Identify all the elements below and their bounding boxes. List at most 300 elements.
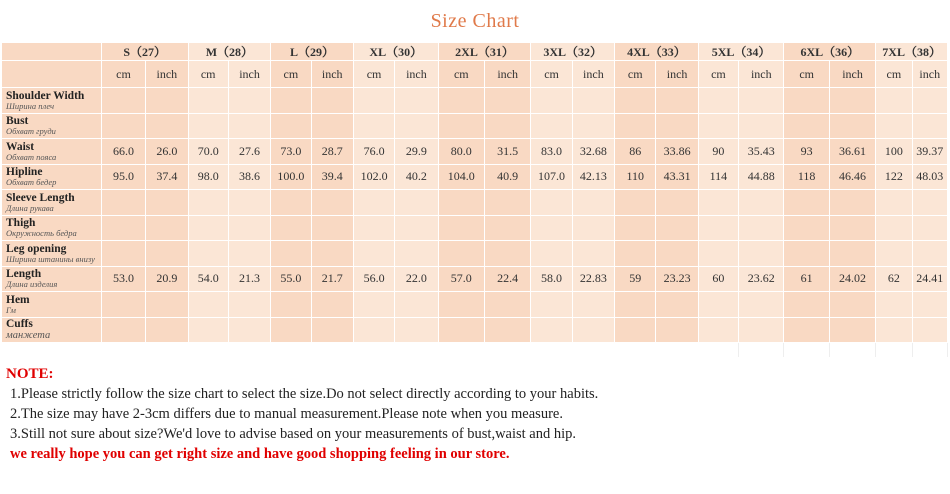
table-cell [146, 215, 188, 241]
table-tail-row [2, 343, 948, 358]
table-cell [531, 317, 572, 343]
table-cell: 83.0 [531, 139, 572, 165]
table-cell: 37.4 [146, 164, 188, 190]
tail-cell [829, 343, 875, 358]
table-cell: 61 [784, 266, 829, 292]
table-cell: 31.5 [484, 139, 530, 165]
row-label [2, 317, 102, 343]
table-cell [311, 241, 353, 267]
table-cell [271, 292, 311, 318]
size-header-cell: L（29） [271, 43, 354, 61]
table-cell: 20.9 [146, 266, 188, 292]
table-cell: 21.7 [311, 266, 353, 292]
table-cell [353, 317, 394, 343]
table-cell [101, 215, 145, 241]
table-cell [572, 317, 614, 343]
unit-cm-cell: cm [784, 61, 829, 88]
table-cell: 73.0 [271, 139, 311, 165]
table-cell [146, 241, 188, 267]
table-cell [912, 88, 947, 114]
table-cell: 76.0 [353, 139, 394, 165]
table-cell [829, 241, 875, 267]
table-cell [271, 241, 311, 267]
note-line-3: 3.Still not sure about size?We'd love to advise based on your measurements of bust,waist and hip. [10, 426, 577, 442]
table-cell [484, 292, 530, 318]
table-cell: 22.83 [572, 266, 614, 292]
table-cell: 24.41 [912, 266, 947, 292]
table-cell [438, 317, 484, 343]
row-label-en: Sleeve Length [6, 191, 75, 204]
unit-cm-cell: cm [615, 61, 656, 88]
table-cell [228, 113, 270, 139]
row-label-en: Hipline [6, 166, 43, 179]
table-cell [912, 215, 947, 241]
table-cell [615, 113, 656, 139]
table-cell [101, 241, 145, 267]
table-cell [531, 113, 572, 139]
row-label-ru: Ширина штанины внизу [6, 253, 95, 264]
table-cell [228, 88, 270, 114]
table-cell [395, 113, 438, 139]
table-cell: 27.6 [228, 139, 270, 165]
table-row [2, 190, 948, 216]
row-label-ru: Обхват груди [6, 126, 56, 137]
table-cell [311, 113, 353, 139]
tail-cell [739, 343, 784, 358]
table-cell [188, 292, 228, 318]
table-cell [784, 88, 829, 114]
row-label-en: Waist [6, 140, 35, 153]
table-cell [531, 190, 572, 216]
table-cell: 33.86 [656, 139, 698, 165]
table-cell: 29.9 [395, 139, 438, 165]
table-cell [739, 88, 784, 114]
table-cell [572, 113, 614, 139]
note-line-2: 2.The size may have 2-3cm differs due to manual measurement.Please note when you measure. [10, 406, 563, 422]
unit-inch-cell: inch [912, 61, 947, 88]
tail-cell [912, 343, 947, 358]
table-cell [531, 292, 572, 318]
table-cell [353, 190, 394, 216]
row-label [2, 215, 102, 241]
table-row [2, 317, 948, 343]
table-cell: 60 [698, 266, 738, 292]
table-cell [784, 292, 829, 318]
table-cell [438, 113, 484, 139]
table-cell [912, 190, 947, 216]
row-label-ru: Обхват пояса [6, 151, 57, 162]
tail-cell [188, 343, 228, 358]
tail-cell [876, 343, 912, 358]
row-label-en: Hem [6, 293, 30, 306]
table-cell [188, 317, 228, 343]
table-cell: 26.0 [146, 139, 188, 165]
table-cell: 62 [876, 266, 912, 292]
unit-inch-cell: inch [656, 61, 698, 88]
table-cell [438, 88, 484, 114]
table-row [2, 292, 948, 318]
table-cell [146, 292, 188, 318]
table-cell [829, 292, 875, 318]
table-cell: 44.88 [739, 164, 784, 190]
table-cell: 24.02 [829, 266, 875, 292]
table-cell [784, 215, 829, 241]
table-cell [353, 113, 394, 139]
table-cell [353, 241, 394, 267]
tail-cell [438, 343, 484, 358]
table-cell [395, 88, 438, 114]
size-header-cell: M（28） [188, 43, 271, 61]
table-cell: 35.43 [739, 139, 784, 165]
table-cell [739, 241, 784, 267]
table-cell: 70.0 [188, 139, 228, 165]
table-cell: 98.0 [188, 164, 228, 190]
table-cell [656, 317, 698, 343]
table-cell [572, 215, 614, 241]
size-header-cell: 5XL（34） [698, 43, 784, 61]
notes-heading: NOTE: [6, 366, 54, 382]
tail-cell [615, 343, 656, 358]
unit-corner-cell [2, 61, 102, 88]
table-cell: 36.61 [829, 139, 875, 165]
table-cell [101, 317, 145, 343]
table-cell [311, 292, 353, 318]
tail-cell [2, 343, 102, 358]
row-label-en: Length [6, 268, 42, 281]
table-cell [739, 113, 784, 139]
table-cell [146, 113, 188, 139]
tail-cell [353, 343, 394, 358]
table-cell: 54.0 [188, 266, 228, 292]
table-cell [101, 113, 145, 139]
row-label-ru: манжета [6, 330, 51, 342]
table-cell [188, 113, 228, 139]
table-cell [188, 215, 228, 241]
table-cell [739, 292, 784, 318]
table-cell [656, 88, 698, 114]
table-cell [572, 292, 614, 318]
tail-cell [531, 343, 572, 358]
table-cell: 21.3 [228, 266, 270, 292]
row-label-ru: Ширина плеч [6, 100, 55, 111]
table-cell [615, 215, 656, 241]
tail-cell [572, 343, 614, 358]
tail-cell [271, 343, 311, 358]
size-header-cell: 7XL（38） [876, 43, 948, 61]
table-row [2, 113, 948, 139]
table-cell [698, 215, 738, 241]
size-header-cell: S（27） [101, 43, 188, 61]
table-cell: 28.7 [311, 139, 353, 165]
table-cell: 32.68 [572, 139, 614, 165]
row-label [2, 266, 102, 292]
table-cell: 46.46 [829, 164, 875, 190]
table-cell: 59 [615, 266, 656, 292]
table-cell [311, 215, 353, 241]
table-cell [531, 241, 572, 267]
table-cell [876, 113, 912, 139]
table-cell [912, 241, 947, 267]
table-cell [739, 215, 784, 241]
table-cell: 56.0 [353, 266, 394, 292]
table-row [2, 266, 948, 292]
table-cell [146, 317, 188, 343]
table-cell [484, 317, 530, 343]
table-cell [829, 190, 875, 216]
table-cell: 118 [784, 164, 829, 190]
table-cell [531, 88, 572, 114]
table-cell [876, 190, 912, 216]
tail-cell [698, 343, 738, 358]
table-cell [698, 88, 738, 114]
table-row [2, 139, 948, 165]
table-cell [353, 292, 394, 318]
table-cell [188, 88, 228, 114]
tail-cell [656, 343, 698, 358]
tail-cell [228, 343, 270, 358]
size-header-cell: 3XL（32） [531, 43, 615, 61]
table-cell [228, 190, 270, 216]
table-cell [438, 241, 484, 267]
table-cell [311, 88, 353, 114]
table-cell [146, 88, 188, 114]
unit-cm-cell: cm [101, 61, 145, 88]
table-cell: 42.13 [572, 164, 614, 190]
table-cell [271, 317, 311, 343]
table-cell: 104.0 [438, 164, 484, 190]
table-cell [484, 241, 530, 267]
row-label-ru: Длина рукава [6, 202, 54, 213]
table-cell [484, 113, 530, 139]
table-cell [912, 113, 947, 139]
table-cell: 66.0 [101, 139, 145, 165]
unit-cm-cell: cm [271, 61, 311, 88]
table-cell [912, 317, 947, 343]
table-cell [572, 190, 614, 216]
row-label [2, 164, 102, 190]
table-cell: 39.4 [311, 164, 353, 190]
unit-inch-cell: inch [572, 61, 614, 88]
unit-cm-cell: cm [438, 61, 484, 88]
table-cell [784, 190, 829, 216]
table-cell [395, 215, 438, 241]
table-cell: 95.0 [101, 164, 145, 190]
table-cell: 23.23 [656, 266, 698, 292]
row-label-en: Cuffs [6, 318, 33, 331]
size-header-cell: 6XL（36） [784, 43, 876, 61]
table-cell: 122 [876, 164, 912, 190]
table-cell [484, 215, 530, 241]
table-cell: 53.0 [101, 266, 145, 292]
table-cell [615, 241, 656, 267]
row-label-ru: Гм [6, 304, 16, 315]
table-cell [228, 241, 270, 267]
row-label-ru: Длина изделия [6, 279, 58, 290]
table-cell [188, 190, 228, 216]
table-cell [615, 317, 656, 343]
table-cell: 22.0 [395, 266, 438, 292]
table-row [2, 164, 948, 190]
table-cell: 114 [698, 164, 738, 190]
table-cell [271, 215, 311, 241]
unit-inch-cell: inch [829, 61, 875, 88]
unit-inch-cell: inch [146, 61, 188, 88]
table-cell [101, 88, 145, 114]
table-cell: 86 [615, 139, 656, 165]
table-cell [531, 215, 572, 241]
unit-inch-cell: inch [311, 61, 353, 88]
table-cell [395, 190, 438, 216]
table-cell [311, 317, 353, 343]
table-cell [876, 292, 912, 318]
table-cell [438, 215, 484, 241]
unit-inch-cell: inch [739, 61, 784, 88]
table-row [2, 88, 948, 114]
table-cell [784, 317, 829, 343]
table-cell [739, 190, 784, 216]
table-cell: 23.62 [739, 266, 784, 292]
tail-cell [784, 343, 829, 358]
size-header-cell: 2XL（31） [438, 43, 531, 61]
unit-inch-cell: inch [395, 61, 438, 88]
unit-cm-cell: cm [188, 61, 228, 88]
table-cell [876, 88, 912, 114]
table-cell [228, 215, 270, 241]
tail-cell [146, 343, 188, 358]
table-cell [829, 88, 875, 114]
table-cell [438, 292, 484, 318]
table-cell: 110 [615, 164, 656, 190]
table-cell [698, 292, 738, 318]
tail-cell [395, 343, 438, 358]
table-cell [572, 88, 614, 114]
row-label-en: Bust [6, 115, 29, 128]
table-cell [395, 317, 438, 343]
table-cell [271, 88, 311, 114]
header-corner-cell [2, 43, 102, 61]
table-cell: 58.0 [531, 266, 572, 292]
table-cell [698, 241, 738, 267]
table-cell: 90 [698, 139, 738, 165]
row-label [2, 292, 102, 318]
table-row [2, 241, 948, 267]
table-cell [656, 292, 698, 318]
table-cell: 93 [784, 139, 829, 165]
table-cell [698, 113, 738, 139]
table-cell [656, 113, 698, 139]
size-chart-table [1, 42, 948, 358]
row-label [2, 241, 102, 267]
table-cell [572, 241, 614, 267]
table-cell [698, 190, 738, 216]
row-label [2, 139, 102, 165]
table-cell [656, 215, 698, 241]
unit-row [2, 61, 948, 88]
table-cell: 57.0 [438, 266, 484, 292]
table-cell [876, 241, 912, 267]
table-cell [353, 215, 394, 241]
table-cell [784, 241, 829, 267]
table-cell [484, 88, 530, 114]
table-cell [311, 190, 353, 216]
unit-cm-cell: cm [876, 61, 912, 88]
tail-cell [101, 343, 145, 358]
table-cell [146, 190, 188, 216]
row-label-ru: Окружность бедра [6, 228, 77, 239]
row-label [2, 88, 102, 114]
table-cell [395, 241, 438, 267]
row-label-ru: Обхват бедер [6, 177, 57, 188]
table-cell [615, 292, 656, 318]
unit-cm-cell: cm [531, 61, 572, 88]
size-header-cell: XL（30） [353, 43, 438, 61]
table-cell: 100 [876, 139, 912, 165]
table-cell: 55.0 [271, 266, 311, 292]
table-cell: 102.0 [353, 164, 394, 190]
note-line-1: 1.Please strictly follow the size chart to select the size.Do not select directly according to your habits. [10, 386, 599, 402]
table-cell [698, 317, 738, 343]
table-cell [615, 88, 656, 114]
tail-cell [484, 343, 530, 358]
unit-cm-cell: cm [353, 61, 394, 88]
table-cell [739, 317, 784, 343]
table-cell [353, 88, 394, 114]
row-label-en: Thigh [6, 217, 36, 230]
table-cell [101, 190, 145, 216]
row-label [2, 190, 102, 216]
table-cell [829, 317, 875, 343]
table-cell [829, 113, 875, 139]
tail-cell [311, 343, 353, 358]
table-cell: 48.03 [912, 164, 947, 190]
table-cell [829, 215, 875, 241]
table-cell [271, 113, 311, 139]
table-cell: 100.0 [271, 164, 311, 190]
table-cell: 40.9 [484, 164, 530, 190]
table-cell: 39.37 [912, 139, 947, 165]
table-cell [484, 190, 530, 216]
table-cell [228, 317, 270, 343]
table-cell [615, 190, 656, 216]
notes-section [6, 366, 936, 463]
table-cell: 22.4 [484, 266, 530, 292]
table-row [2, 215, 948, 241]
unit-inch-cell: inch [484, 61, 530, 88]
table-cell: 107.0 [531, 164, 572, 190]
table-cell: 38.6 [228, 164, 270, 190]
table-cell [912, 292, 947, 318]
row-label-en: Leg opening [6, 242, 67, 255]
row-label-en: Shoulder Width [6, 89, 85, 102]
table-cell [271, 190, 311, 216]
table-cell: 43.31 [656, 164, 698, 190]
table-cell [876, 317, 912, 343]
unit-cm-cell: cm [698, 61, 738, 88]
table-cell [876, 215, 912, 241]
table-cell [101, 292, 145, 318]
chart-title: Size Chart [430, 10, 520, 32]
table-cell [228, 292, 270, 318]
table-cell [438, 190, 484, 216]
table-cell: 40.2 [395, 164, 438, 190]
closing-message: we really hope you can get right size and have good shopping feeling in our store. [10, 446, 510, 462]
row-label [2, 113, 102, 139]
table-cell: 80.0 [438, 139, 484, 165]
table-cell [188, 241, 228, 267]
size-header-row [2, 43, 948, 61]
unit-inch-cell: inch [228, 61, 270, 88]
table-cell [784, 113, 829, 139]
